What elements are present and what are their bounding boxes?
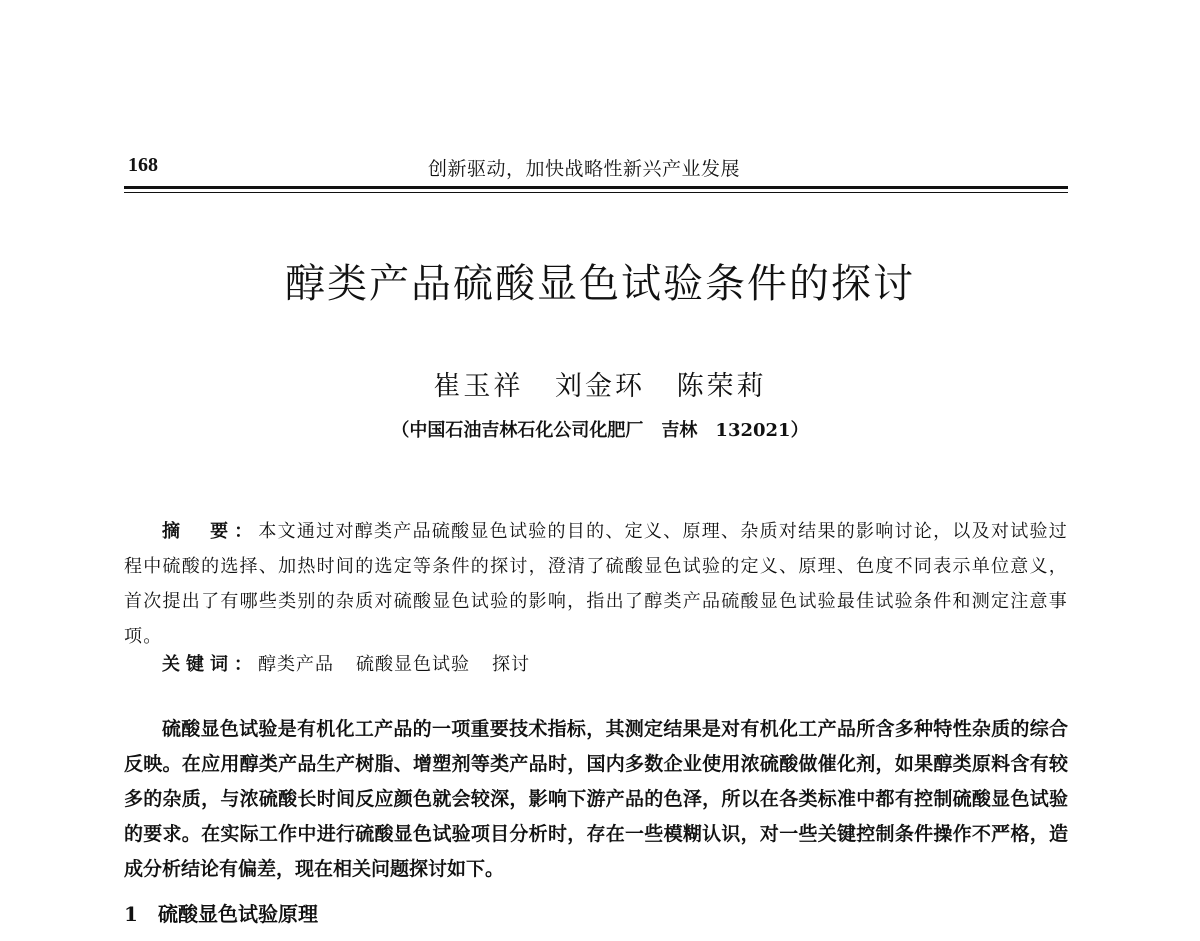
header-rule-thin bbox=[124, 192, 1068, 193]
section-heading bbox=[124, 898, 318, 927]
author-affiliation: （中国石油吉林石化公司化肥厂 吉林 132021） bbox=[391, 420, 809, 441]
author-name: 刘金环 bbox=[555, 371, 645, 402]
abstract bbox=[124, 514, 1068, 654]
abstract-text: 本文通过对醇类产品硫酸显色试验的目的、定义、原理、杂质对结果的影响讨论，以及对试验过程中硫酸的选择、加热时间的选定等条件的探讨，澄清了硫酸显色试验的定义、原理、色度不同表示单位意义，首次提出了有哪些类别的杂质对硫酸显色试验的影响，指出了醇类产品硫酸显色试验最佳试验条件和测定注意事项。 bbox=[124, 521, 1068, 647]
header-rule-thick bbox=[124, 186, 1068, 189]
keyword: 硫酸显色试验 bbox=[356, 654, 470, 675]
author-name: 陈荣莉 bbox=[676, 371, 767, 402]
keywords bbox=[162, 650, 552, 676]
section-title: 硫酸显色试验原理 bbox=[158, 902, 318, 926]
journal-title: 创新驱动，加快战略性新兴产业发展 bbox=[428, 158, 741, 180]
page-number: 168 bbox=[128, 154, 158, 176]
abstract-label: 摘 要： bbox=[162, 521, 259, 542]
keyword: 醇类产品 bbox=[258, 654, 334, 675]
author-list bbox=[0, 364, 1200, 403]
keywords-label: 关键词： bbox=[162, 654, 258, 675]
keyword: 探讨 bbox=[492, 654, 530, 675]
article-title: 醇类产品硫酸显色试验条件的探讨 bbox=[285, 261, 915, 307]
running-head bbox=[128, 152, 1068, 184]
author-name: 崔玉祥 bbox=[433, 371, 524, 402]
section-number: 1 bbox=[124, 902, 138, 926]
body-paragraph: 硫酸显色试验是有机化工产品的一项重要技术指标，其测定结果是对有机化工产品所含多种特性杂质的综合反映。在应用醇类产品生产树脂、增塑剂等类产品时，国内多数企业使用浓硫酸做催化剂，如果醇类原料含有较多的杂质，与浓硫酸长时间反应颜色就会较深，影响下游产品的色泽，所以在各类标准中都有控制硫酸显色试验的要求。在实际工作中进行硫酸显色试验项目分析时，存在一些模糊认识，对一些关键控制条件操作不严格，造成分析结论有偏差，现在相关问题探讨如下。 bbox=[124, 718, 1068, 880]
